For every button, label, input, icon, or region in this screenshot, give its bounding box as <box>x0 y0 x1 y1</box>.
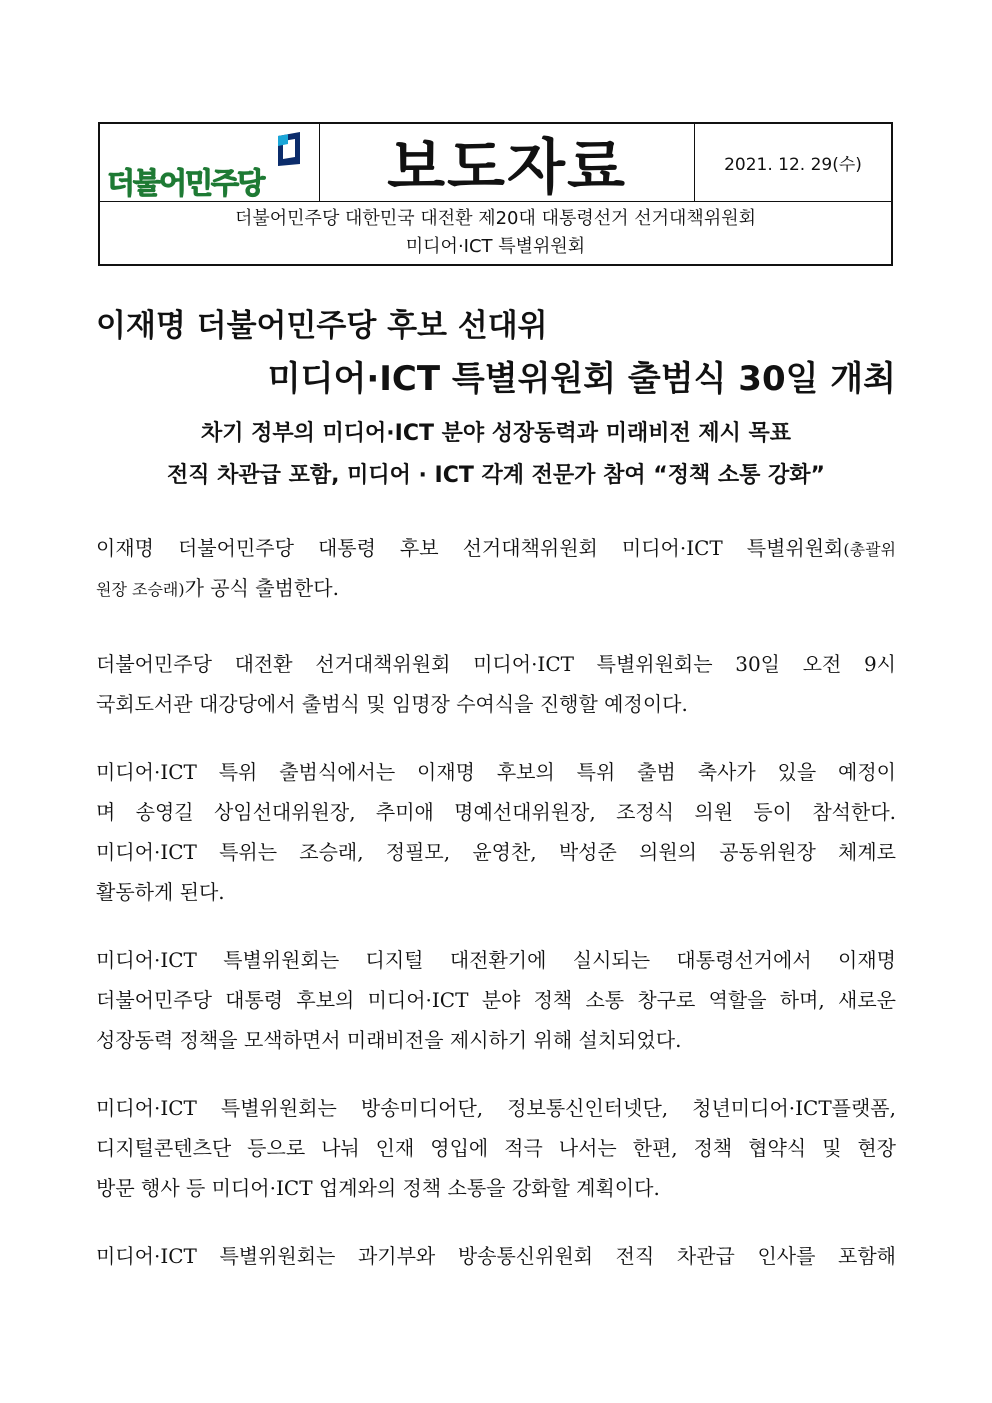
doc-title-cell <box>320 124 695 201</box>
paragraph-line: 디지털콘텐츠단 등으로 나눠 인재 영입에 적극 나서는 한편, 정책 협약식 및 현장 <box>96 1136 896 1160</box>
line-text: 가 공식 출범한다. <box>184 576 339 600</box>
headline-line-2: 미디어·ICT 특별위원회 출범식 30일 개최 <box>267 359 896 399</box>
party-logo-icon <box>274 130 304 168</box>
press-release-header <box>98 122 893 266</box>
headline-line-1: 이재명 더불어민주당 후보 선대위 <box>96 308 548 344</box>
line-note: 원장 조승래) <box>96 580 185 599</box>
body-paragraph-2 <box>96 644 896 724</box>
paragraph-line <box>96 528 896 568</box>
release-date: 2021. 12. 29(수) <box>724 155 862 175</box>
paragraph-line: 활동하게 된다. <box>96 880 225 904</box>
paragraph-line: 더불어민주당 대통령 후보의 미디어·ICT 분야 정책 소통 창구로 역할을 하며, 새로운 <box>96 988 896 1012</box>
paragraph-line: 미디어·ICT 특별위원회는 방송미디어단, 정보통신인터넷단, 청년미디어·ICT플랫폼, <box>96 1096 896 1120</box>
paragraph-line: 더불어민주당 대전환 선거대책위원회 미디어·ICT 특별위원회는 30일 오전 9시 <box>96 652 896 676</box>
paragraph-line: 방문 행사 등 미디어·ICT 업계와의 정책 소통을 강화할 계획이다. <box>96 1176 660 1200</box>
body-paragraph-6 <box>96 1236 896 1276</box>
organization-block <box>100 201 891 264</box>
doc-title: 보도자료 <box>387 132 627 203</box>
body-paragraph-4 <box>96 940 896 1060</box>
paragraph-line: 미디어·ICT 특별위원회는 디지털 대전환기에 실시되는 대통령선거에서 이재명 <box>96 948 896 972</box>
paragraph-line: 성장동력 정책을 모색하면서 미래비전을 제시하기 위해 설치되었다. <box>96 1028 682 1052</box>
paragraph-line: 미디어·ICT 특위 출범식에서는 이재명 후보의 특위 출범 축사가 있을 예정이 <box>96 760 896 784</box>
party-logo-text: 더불어민주당 <box>107 166 264 200</box>
line-text: 이재명 더불어민주당 대통령 후보 선거대책위원회 미디어·ICT 특별위원회 <box>96 536 844 560</box>
organization-line-1: 더불어민주당 대한민국 대전환 제20대 대통령선거 선거대책위원회 <box>235 207 756 229</box>
paragraph-line: 미디어·ICT 특별위원회는 과기부와 방송통신위원회 전직 차관급 인사를 포함해 <box>96 1244 896 1268</box>
paragraph-line: 미디어·ICT 특위는 조승래, 정필모, 윤영찬, 박성준 의원의 공동위원장 체계로 <box>96 840 896 864</box>
line-note: (총괄위 <box>843 540 896 559</box>
subheadline-2: 전직 차관급 포함, 미디어 · ICT 각계 전문가 참여 “정책 소통 강화” <box>166 463 826 488</box>
party-logo-cell <box>100 124 320 201</box>
header-top-row <box>100 124 891 202</box>
body-paragraph-1 <box>96 528 896 608</box>
date-cell <box>695 124 891 201</box>
subheadline-1: 차기 정부의 미디어·ICT 분야 성장동력과 미래비전 제시 목표 <box>200 421 792 446</box>
organization-line-2: 미디어·ICT 특별위원회 <box>405 235 586 257</box>
body-paragraph-3 <box>96 752 896 912</box>
paragraph-line: 국회도서관 대강당에서 출범식 및 임명장 수여식을 진행할 예정이다. <box>96 692 688 716</box>
body-paragraph-5 <box>96 1088 896 1208</box>
paragraph-line: 며 송영길 상임선대위원장, 추미애 명예선대위원장, 조정식 의원 등이 참석한다. <box>96 800 896 824</box>
paragraph-line <box>96 568 896 608</box>
